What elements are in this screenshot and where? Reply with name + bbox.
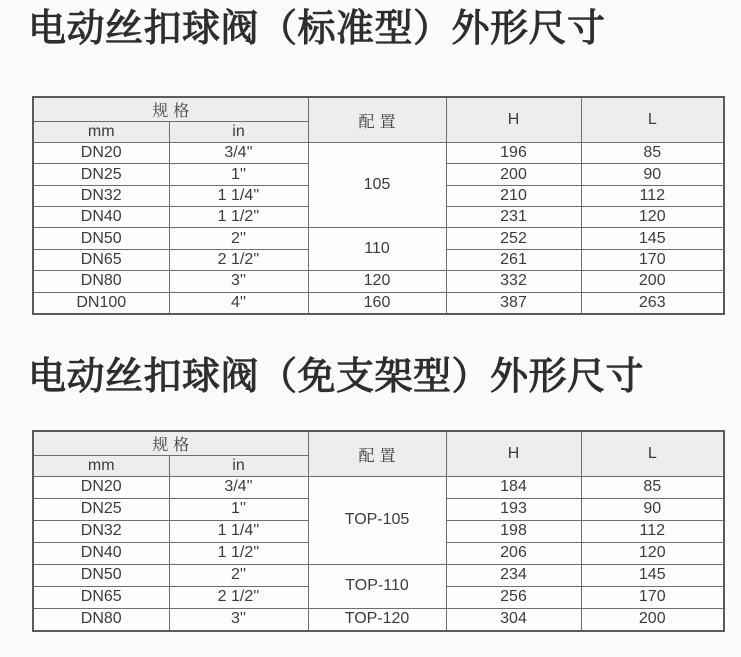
h-value-cell: 261: [446, 249, 581, 270]
config-value-cell: 120: [308, 271, 446, 292]
size-in-cell: 2 1/2'': [169, 586, 308, 608]
in-header-cell: in: [169, 122, 308, 143]
h-value-cell: 193: [446, 498, 581, 520]
config-value-cell: TOP-105: [308, 477, 446, 565]
l-value-cell: 112: [581, 185, 724, 206]
size-mm-cell: DN32: [33, 185, 169, 206]
bracket-free-type-title: 电动丝扣球阀（免支架型）外形尺寸: [28, 356, 645, 398]
size-mm-cell: DN40: [33, 542, 169, 564]
size-mm-cell: DN100: [33, 292, 169, 314]
table-row: [33, 271, 724, 292]
size-mm-cell: DN80: [33, 608, 169, 631]
size-mm-cell: DN40: [33, 207, 169, 228]
h-value-cell: 184: [446, 477, 581, 499]
h-value-cell: 231: [446, 207, 581, 228]
size-in-cell: 1 1/4'': [169, 185, 308, 206]
h-value-cell: 332: [446, 271, 581, 292]
mm-header-cell: mm: [33, 456, 169, 477]
size-mm-cell: DN20: [33, 143, 169, 164]
l-value-cell: 85: [581, 477, 724, 499]
size-mm-cell: DN25: [33, 498, 169, 520]
size-mm-cell: DN32: [33, 520, 169, 542]
table-row: [33, 564, 724, 586]
size-in-cell: 3/4'': [169, 143, 308, 164]
config-value-cell: TOP-120: [308, 608, 446, 631]
l-header-cell: L: [581, 431, 724, 477]
bracket-free-dimensions-table: [32, 430, 725, 632]
l-value-cell: 85: [581, 143, 724, 164]
h-value-cell: 387: [446, 292, 581, 314]
in-header-cell: in: [169, 456, 308, 477]
standard-type-title: 电动丝扣球阀（标准型）外形尺寸: [28, 8, 606, 50]
size-in-cell: 1 1/2'': [169, 207, 308, 228]
table-row: [33, 143, 724, 164]
l-value-cell: 90: [581, 164, 724, 185]
size-in-cell: 1 1/2'': [169, 542, 308, 564]
h-value-cell: 196: [446, 143, 581, 164]
l-value-cell: 170: [581, 249, 724, 270]
l-value-cell: 120: [581, 542, 724, 564]
config-header-cell: 配置: [308, 97, 446, 143]
size-mm-cell: DN65: [33, 586, 169, 608]
size-mm-cell: DN65: [33, 249, 169, 270]
standard-dimensions-table: [32, 96, 725, 315]
h-value-cell: 210: [446, 185, 581, 206]
l-value-cell: 120: [581, 207, 724, 228]
size-in-cell: 2 1/2'': [169, 249, 308, 270]
mm-header-cell: mm: [33, 122, 169, 143]
h-value-cell: 256: [446, 586, 581, 608]
config-value-cell: 105: [308, 143, 446, 228]
l-value-cell: 263: [581, 292, 724, 314]
size-in-cell: 4'': [169, 292, 308, 314]
l-value-cell: 145: [581, 564, 724, 586]
l-header-cell: L: [581, 97, 724, 143]
spec-header-cell: 规格: [33, 431, 308, 456]
table-row: [33, 292, 724, 314]
h-value-cell: 206: [446, 542, 581, 564]
h-value-cell: 304: [446, 608, 581, 631]
config-header-cell: 配置: [308, 431, 446, 477]
l-value-cell: 112: [581, 520, 724, 542]
size-in-cell: 3'': [169, 271, 308, 292]
size-mm-cell: DN50: [33, 564, 169, 586]
l-value-cell: 170: [581, 586, 724, 608]
h-value-cell: 234: [446, 564, 581, 586]
size-in-cell: 1'': [169, 164, 308, 185]
config-value-cell: 160: [308, 292, 446, 314]
size-in-cell: 1'': [169, 498, 308, 520]
table-row: [33, 608, 724, 631]
size-in-cell: 2'': [169, 564, 308, 586]
h-header-cell: H: [446, 431, 581, 477]
config-value-cell: 110: [308, 228, 446, 271]
l-value-cell: 200: [581, 271, 724, 292]
h-value-cell: 198: [446, 520, 581, 542]
size-mm-cell: DN80: [33, 271, 169, 292]
l-value-cell: 145: [581, 228, 724, 249]
size-in-cell: 1 1/4'': [169, 520, 308, 542]
size-in-cell: 3'': [169, 608, 308, 631]
h-value-cell: 200: [446, 164, 581, 185]
l-value-cell: 90: [581, 498, 724, 520]
spec-header-cell: 规格: [33, 97, 308, 122]
h-header-cell: H: [446, 97, 581, 143]
l-value-cell: 200: [581, 608, 724, 631]
size-mm-cell: DN20: [33, 477, 169, 499]
config-value-cell: TOP-110: [308, 564, 446, 608]
table-row: [33, 477, 724, 499]
size-in-cell: 3/4'': [169, 477, 308, 499]
size-in-cell: 2'': [169, 228, 308, 249]
size-mm-cell: DN25: [33, 164, 169, 185]
size-mm-cell: DN50: [33, 228, 169, 249]
h-value-cell: 252: [446, 228, 581, 249]
table-row: [33, 228, 724, 249]
